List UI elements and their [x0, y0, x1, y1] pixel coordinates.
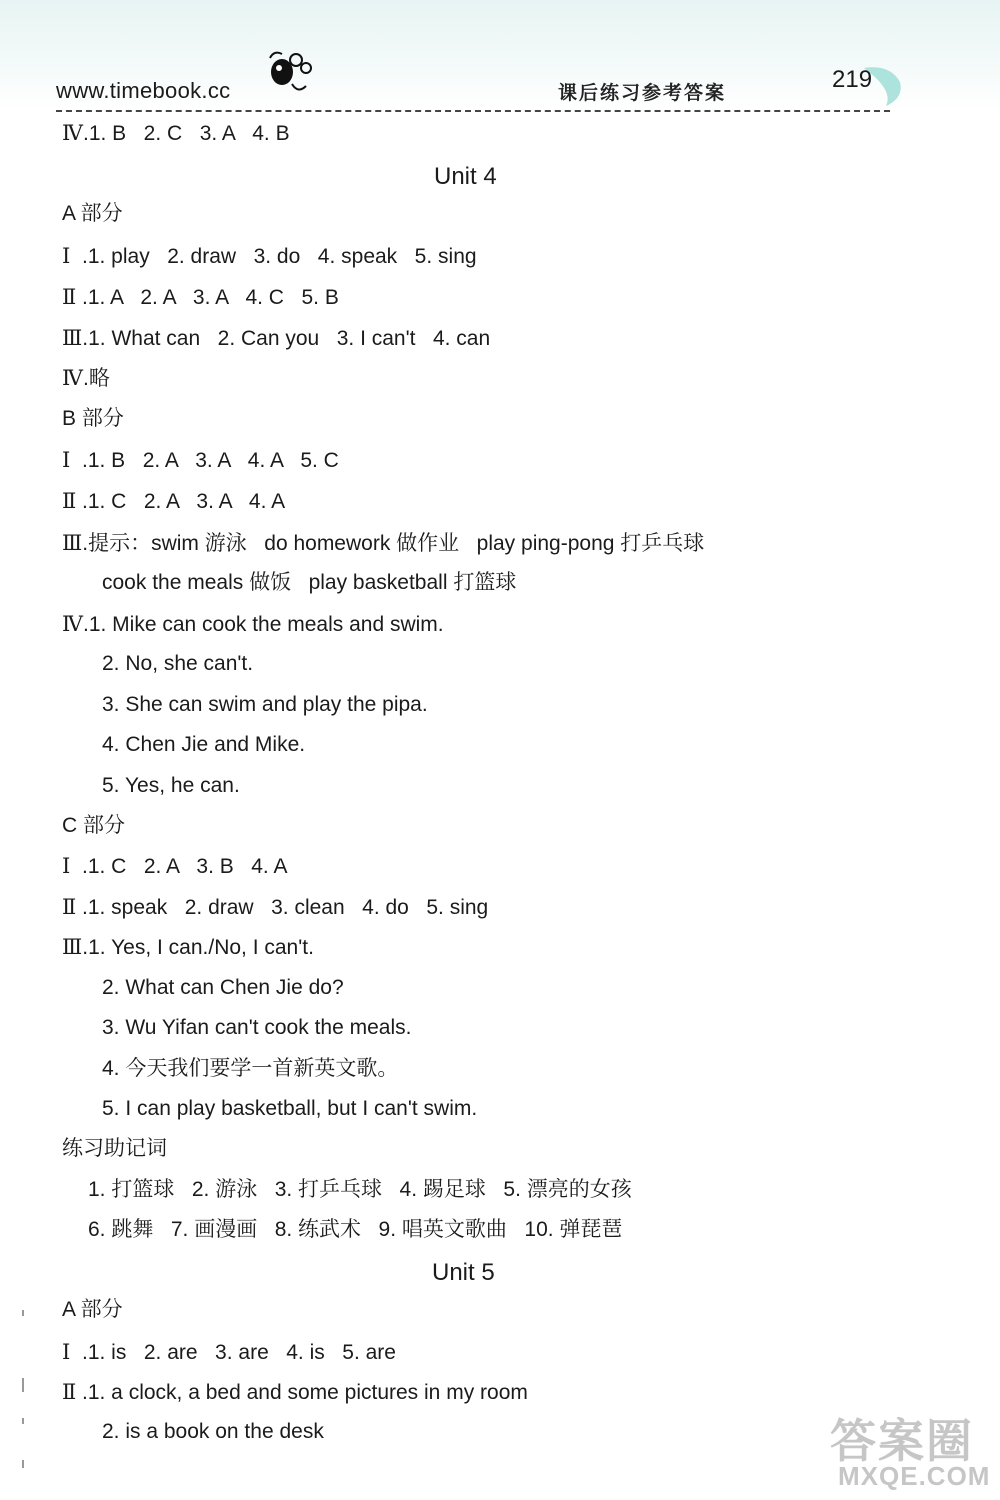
- line-text: .1. A 2. A 3. A 4. C 5. B: [82, 286, 339, 309]
- scan-mark: [22, 1460, 24, 1468]
- scan-mark: [22, 1310, 24, 1316]
- answer-line: 3. Wu Yifan can't cook the meals.: [102, 1016, 412, 1039]
- answer-line: [62, 325, 490, 352]
- line-text: .1. What can 2. Can you 3. I can't 4. can: [82, 327, 491, 350]
- line-text: .1. Yes, I can./No, I can't.: [82, 936, 314, 959]
- roman-numeral: Ⅰ: [62, 244, 71, 268]
- watermark: [830, 1405, 995, 1495]
- roman-numeral: Ⅱ: [62, 285, 77, 309]
- roman-numeral: Ⅱ: [62, 489, 77, 513]
- roman-numeral: Ⅲ: [62, 935, 83, 959]
- answer-line: [62, 365, 110, 392]
- section-heading: A 部分: [62, 202, 123, 225]
- line-text: .1. C 2. A 3. A 4. A: [82, 490, 286, 513]
- roman-numeral: Ⅳ: [62, 612, 83, 636]
- line-text: .1. B 2. A 3. A 4. A 5. C: [82, 449, 339, 472]
- roman-numeral: Ⅳ: [62, 121, 83, 145]
- unit-heading: Unit 4: [434, 163, 497, 190]
- watermark-url: MXQE.COM: [838, 1461, 991, 1491]
- roman-numeral: Ⅰ: [62, 448, 71, 472]
- answer-line: 4. 今天我们要学一首新英文歌。: [102, 1057, 399, 1080]
- section-heading: 练习助记词: [62, 1137, 167, 1160]
- answer-line: [62, 934, 314, 961]
- answer-line: 4. Chen Jie and Mike.: [102, 733, 306, 756]
- answer-line: 5. Yes, he can.: [102, 774, 240, 797]
- site-url: www.timebook.cc: [56, 78, 231, 103]
- answer-line: 5. I can play basketball, but I can't swim.: [102, 1097, 478, 1120]
- section-heading: B 部分: [62, 407, 124, 430]
- line-text: .1. Mike can cook the meals and swim.: [82, 613, 444, 636]
- answer-line: 2. What can Chen Jie do?: [102, 976, 344, 999]
- roman-numeral: Ⅱ: [62, 1380, 77, 1404]
- answer-line: [62, 447, 339, 474]
- answer-line: [62, 120, 290, 147]
- answer-line: [62, 894, 488, 921]
- answer-line: [62, 530, 704, 557]
- line-text: .1. speak 2. draw 3. clean 4. do 5. sing: [82, 896, 489, 919]
- roman-numeral: Ⅰ: [62, 854, 71, 878]
- answer-line: [62, 611, 444, 638]
- scan-mark: [22, 1378, 24, 1392]
- scan-mark: [22, 1418, 24, 1424]
- answer-line: 1. 打篮球 2. 游泳 3. 打乒乓球 4. 踢足球 5. 漂亮的女孩: [88, 1178, 632, 1201]
- roman-numeral: Ⅰ: [62, 1340, 71, 1364]
- roman-numeral: Ⅲ: [62, 531, 83, 555]
- section-heading: C 部分: [62, 814, 125, 837]
- answer-line: cook the meals 做饭 play basketball 打篮球: [102, 571, 517, 594]
- header-title: 课后练习参考答案: [558, 83, 727, 104]
- line-text: .1. a clock, a bed and some pictures in my room: [82, 1381, 528, 1404]
- answer-line: 2. No, she can't.: [102, 652, 254, 675]
- line-text: .1. C 2. A 3. B 4. A: [82, 855, 288, 878]
- roman-numeral: Ⅳ: [62, 366, 83, 390]
- answer-line: 3. She can swim and play the pipa.: [102, 693, 428, 716]
- answer-line: [62, 1379, 528, 1406]
- answer-line: [62, 284, 339, 311]
- line-text: .1. is 2. are 3. are 4. is 5. are: [82, 1341, 396, 1364]
- answer-line: [62, 243, 477, 270]
- unit-heading: Unit 5: [432, 1259, 495, 1286]
- answer-line: [62, 1339, 396, 1366]
- line-text: .提示：swim 游泳 do homework 做作业 play ping-pong 打乒乓球: [82, 532, 705, 555]
- section-heading: A 部分: [62, 1298, 123, 1321]
- roman-numeral: Ⅲ: [62, 326, 83, 350]
- watermark-logo-text: 答案圈: [830, 1414, 974, 1468]
- answer-line: [62, 853, 287, 880]
- line-text: .略: [82, 367, 110, 390]
- answer-line: [62, 488, 285, 515]
- answer-line: 2. is a book on the desk: [102, 1420, 324, 1443]
- answer-line: 6. 跳舞 7. 画漫画 8. 练武术 9. 唱英文歌曲 10. 弹琵琶: [88, 1218, 623, 1241]
- line-text: .1. B 2. C 3. A 4. B: [82, 122, 290, 145]
- line-text: .1. play 2. draw 3. do 4. speak 5. sing: [82, 245, 477, 268]
- page-number: 219: [832, 66, 873, 93]
- roman-numeral: Ⅱ: [62, 895, 77, 919]
